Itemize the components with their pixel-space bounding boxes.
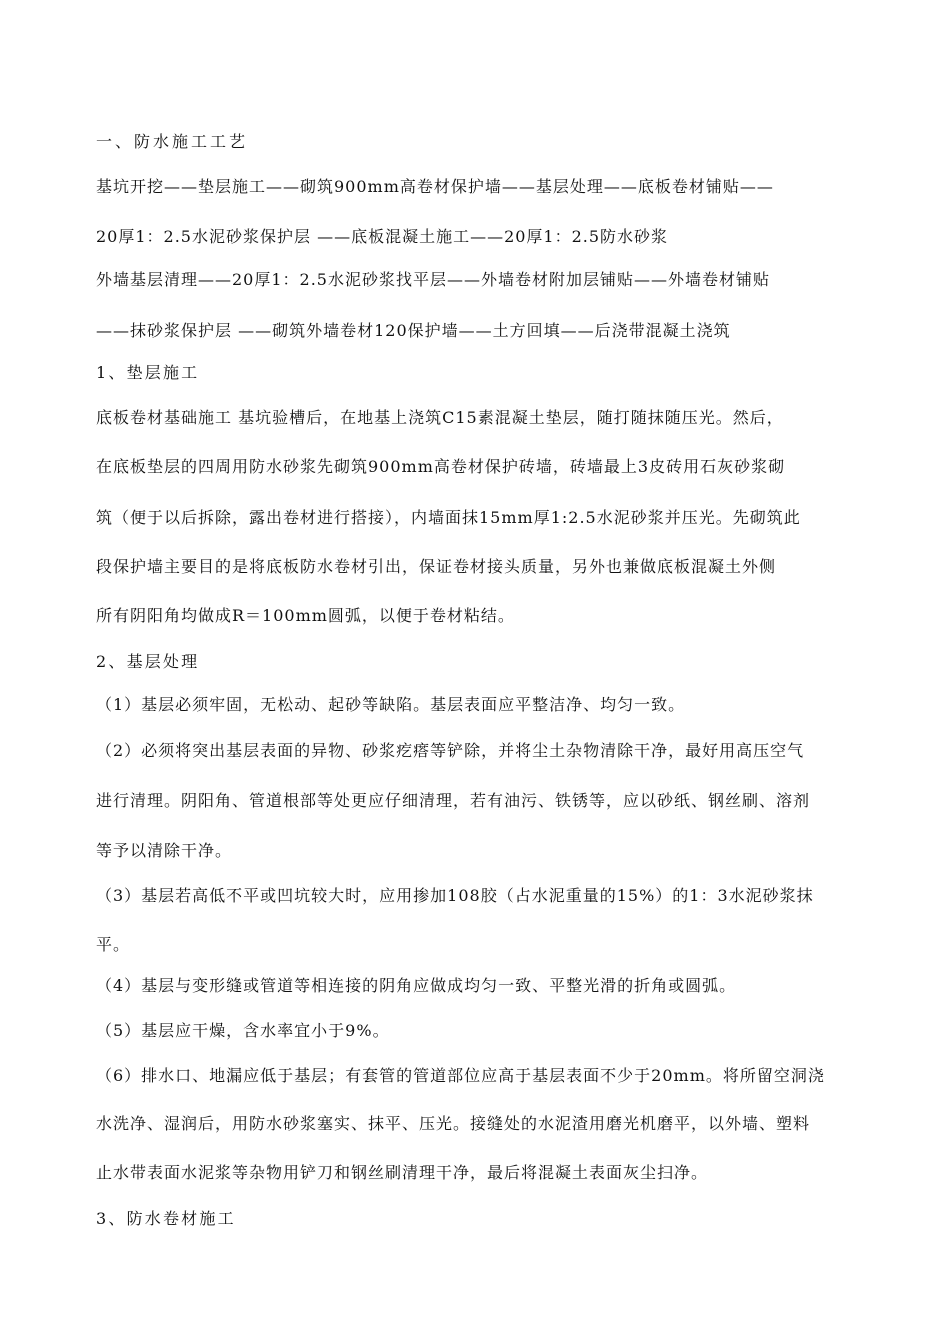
- list-item: （3）基层若高低不平或凹坑较大时，应用掺加108胶（占水泥重量的15%）的1：3水泥砂浆抹: [96, 886, 814, 905]
- subsection-title: 2、基层处理: [96, 652, 200, 671]
- flow-line: 20厚1：2.5水泥砂浆保护层 ——底板混凝土施工——20厚1：2.5防水砂浆: [96, 227, 669, 246]
- list-item: （6）排水口、地漏应低于基层；有套管的管道部位应高于基层表面不少于20mm。将所留空洞浇: [96, 1066, 825, 1085]
- list-item: 水洗净、湿润后，用防水砂浆塞实、抹平、压光。接缝处的水泥渣用磨光机磨平，以外墙、塑料: [96, 1114, 811, 1133]
- flow-line: 基坑开挖——垫层施工——砌筑900mm高卷材保护墙——基层处理——底板卷材铺贴——: [96, 177, 774, 196]
- section-heading: 一、防水施工工艺: [96, 132, 249, 151]
- subsection-title: 3、防水卷材施工: [96, 1209, 236, 1228]
- flow-line: ——抹砂浆保护层 ——砌筑外墙卷材120保护墙——土方回填——后浇带混凝土浇筑: [96, 321, 731, 340]
- paragraph-line: 所有阴阳角均做成R＝100mm圆弧，以便于卷材粘结。: [96, 606, 515, 625]
- list-item: （4）基层与变形缝或管道等相连接的阴角应做成均匀一致、平整光滑的折角或圆弧。: [96, 976, 737, 995]
- paragraph-line: 段保护墙主要目的是将底板防水卷材引出，保证卷材接头质量，另外也兼做底板混凝土外侧: [96, 557, 777, 576]
- paragraph-line: 筑（便于以后拆除，露出卷材进行搭接），内墙面抹15mm厚1:2.5水泥砂浆并压光。先砌筑此: [96, 508, 801, 527]
- list-item: （5）基层应干燥，含水率宜小于9%。: [96, 1021, 390, 1040]
- list-item: （2）必须将突出基层表面的异物、砂浆疙瘩等铲除，并将尘土杂物清除干净，最好用高压空气: [96, 741, 805, 760]
- list-item: 平。: [96, 935, 131, 954]
- flow-line: 外墙基层清理——20厚1：2.5水泥砂浆找平层——外墙卷材附加层铺贴——外墙卷材铺贴: [96, 270, 770, 289]
- paragraph-line: 底板卷材基础施工 基坑验槽后，在地基上浇筑C15素混凝土垫层，随打随抹随压光。然后，: [96, 408, 784, 427]
- list-item: 止水带表面水泥浆等杂物用铲刀和钢丝刷清理干净，最后将混凝土表面灰尘扫净。: [96, 1163, 709, 1182]
- list-item: 等予以清除干净。: [96, 841, 233, 860]
- subsection-title: 1、垫层施工: [96, 363, 200, 382]
- paragraph-line: 在底板垫层的四周用防水砂浆先砌筑900mm高卷材保护砖墙，砖墙最上3皮砖用石灰砂浆砌: [96, 457, 786, 476]
- list-item: 进行清理。阴阳角、管道根部等处更应仔细清理，若有油污、铁锈等，应以砂纸、钢丝刷、溶剂: [96, 791, 811, 810]
- list-item: （1）基层必须牢固，无松动、起砂等缺陷。基层表面应平整洁净、均匀一致。: [96, 695, 686, 714]
